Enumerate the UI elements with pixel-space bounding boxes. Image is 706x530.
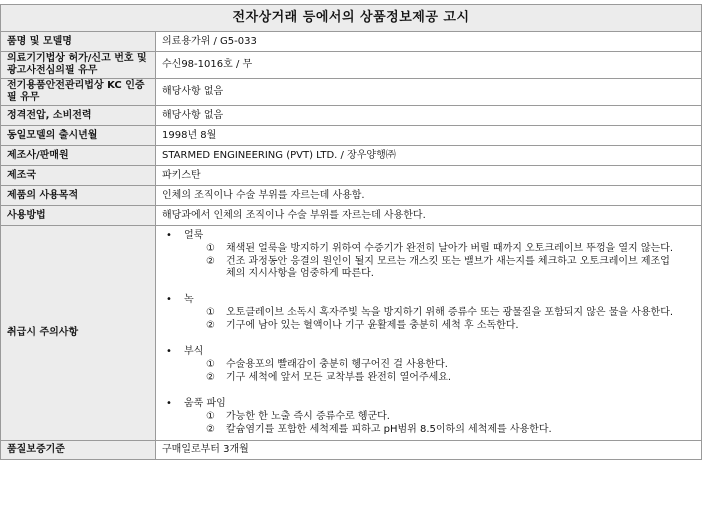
row-value-product-name: 의료용가위 / G5-033 (156, 32, 702, 52)
list-item: ② 기구에 남아 있는 혈액이나 기구 윤활제를 충분히 세척 후 소독한다. (206, 320, 519, 331)
table-row (1, 166, 702, 186)
caution-section-stain (162, 230, 695, 280)
list-item: ② 건조 과정동안 응결의 원인이 될지 모르는 개스킷 또는 밸브가 새는지를 체크하고 오토크레이브 제조업체의 지시사항을 엄중하게 따른다. (206, 256, 670, 279)
row-label-kc: 전기용품안전관리법상 KC 인증 필 유무 (1, 79, 156, 106)
row-label-warranty: 품질보증기준 (1, 441, 156, 460)
row-value-country: 파키스탄 (156, 166, 702, 186)
row-label-purpose: 제품의 사용목적 (1, 186, 156, 206)
list-item: ② 기구 세척에 앞서 모든 교착부를 완전히 열어주세요. (206, 372, 452, 383)
row-label-usage: 사용방법 (1, 206, 156, 226)
row-value-maker: STARMED ENGINEERING (PVT) LTD. / 장우양행㈜ (156, 146, 702, 166)
row-value-release: 1998년 8월 (156, 126, 702, 146)
row-label-caution: 취급시 주의사항 (1, 226, 156, 441)
table-row (1, 146, 702, 166)
section-title: 부식 (184, 346, 204, 357)
notice-title: 전자상거래 등에서의 상품정보제공 고시 (1, 5, 702, 32)
caution-content (156, 226, 702, 441)
section-title: 움푹 파임 (184, 398, 226, 409)
caution-section-pitting (162, 398, 695, 436)
row-value-usage: 해당과에서 인체의 조직이나 수술 부위를 자르는데 사용한다. (156, 206, 702, 226)
table-row (1, 441, 702, 460)
list-item: ② 칼슘염기를 포함한 세척제를 피하고 pH범위 8.5이하의 세척제를 사용한다. (206, 424, 552, 435)
row-value-permit: 수신98-1016호 / 무 (156, 52, 702, 79)
table-row (1, 79, 702, 106)
row-label-permit: 의료기기법상 허가/신고 번호 및 광고사전심의필 유무 (1, 52, 156, 79)
row-label-product-name: 품명 및 모델명 (1, 32, 156, 52)
caution-section-corrosion (162, 346, 695, 384)
row-value-warranty: 구매일로부터 3개월 (156, 441, 702, 460)
table-row (1, 52, 702, 79)
table-row (1, 32, 702, 52)
row-label-release: 동일모델의 출시년월 (1, 126, 156, 146)
table-row-caution (1, 226, 702, 441)
list-item: ① 오토클레이브 소독시 혹자주빛 녹을 방지하기 위해 증류수 또는 광물질을 포함되지 않은 물을 사용한다. (206, 307, 674, 318)
row-value-purpose: 인체의 조직이나 수술 부위를 자르는데 사용함. (156, 186, 702, 206)
bullet-icon: • (166, 230, 172, 241)
row-value-kc: 해당사항 없음 (156, 79, 702, 106)
table-row (1, 106, 702, 126)
list-item: ① 가능한 한 노출 즉시 증류수로 헹군다. (206, 411, 390, 422)
list-item: ① 채색된 얼룩을 방지하기 위하여 수증기가 완전히 날아가 버릴 때까지 오토크레이브 뚜껑을 열지 않는다. (206, 243, 674, 254)
row-label-voltage: 정격전압, 소비전력 (1, 106, 156, 126)
notice-table (0, 4, 702, 460)
table-row (1, 126, 702, 146)
caution-section-rust (162, 294, 695, 332)
table-row (1, 206, 702, 226)
row-label-country: 제조국 (1, 166, 156, 186)
row-label-maker: 제조사/판매원 (1, 146, 156, 166)
bullet-icon: • (166, 398, 172, 409)
section-title: 얼룩 (184, 230, 204, 241)
section-title: 녹 (184, 294, 194, 305)
row-value-voltage: 해당사항 없음 (156, 106, 702, 126)
bullet-icon: • (166, 294, 172, 305)
table-row (1, 186, 702, 206)
bullet-icon: • (166, 346, 172, 357)
list-item: ① 수술용포의 빨래감이 충분히 헹구어진 걸 사용한다. (206, 359, 448, 370)
